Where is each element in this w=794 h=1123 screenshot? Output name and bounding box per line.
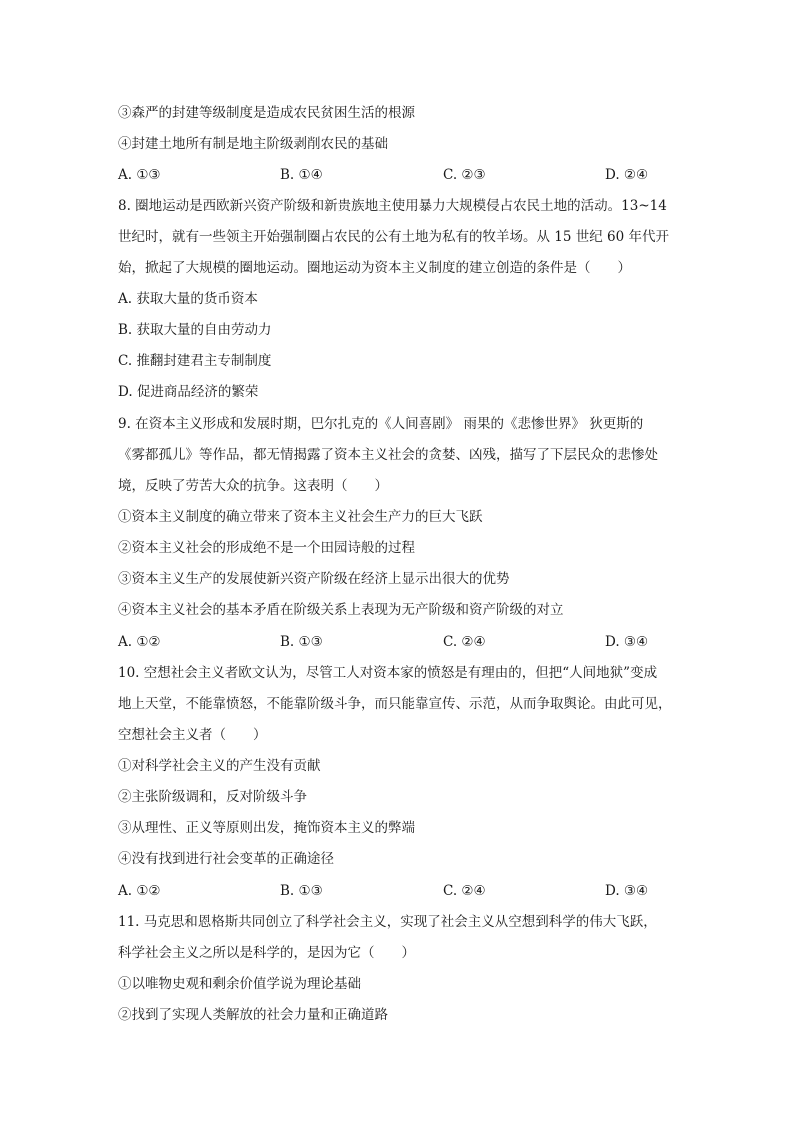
q10-stem-line: 10. 空想社会主义者欧文认为，尽管工人对资本家的愤怒是有理由的，但把“人间地狱”变成	[118, 665, 658, 681]
q8-stem-line: 世纪时，就有一些领主开始强制圈占农民的公有土地为私有的牧羊场。从 15 世纪 60 年代开	[118, 229, 670, 245]
q10-item-2: ②主张阶级调和，反对阶级斗争	[118, 789, 307, 805]
q9-item-1: ①资本主义制度的确立带来了资本主义社会生产力的巨大飞跃	[118, 509, 483, 525]
q10-item-3: ③从理性、正义等原则出发，掩饰资本主义的弊端	[118, 820, 415, 836]
q9-option-a[interactable]: A. ①②	[118, 634, 161, 650]
q9-option-d[interactable]: D. ③④	[605, 634, 649, 650]
q9-item-3: ③资本主义生产的发展使新兴资产阶级在经济上显示出很大的优势	[118, 571, 510, 587]
q8-option-b[interactable]: B. 获取大量的自由劳动力	[118, 322, 272, 338]
q8-stem-line: 始，掀起了大规模的圈地运动。圈地运动为资本主义制度的建立创造的条件是（ ）	[118, 260, 631, 276]
q9-option-c[interactable]: C. ②④	[443, 634, 486, 650]
q7-option-b[interactable]: B. ①④	[280, 167, 323, 183]
q10-stem-line: 地上天堂，不能靠愤怒，不能靠阶级斗争，而只能靠宣传、示范，从而争取舆论。由此可见，	[118, 696, 672, 712]
q9-item-4: ④资本主义社会的基本矛盾在阶级关系上表现为无产阶级和资产阶级的对立	[118, 602, 564, 618]
q7-option-a[interactable]: A. ①③	[118, 167, 161, 183]
q8-stem-line: 8. 圈地运动是西欧新兴资产阶级和新贵族地主使用暴力大规模侵占农民土地的活动。13~14	[118, 198, 667, 214]
q10-option-c[interactable]: C. ②④	[443, 883, 486, 899]
q9-stem-line: 境，反映了劳苦大众的抗争。这表明（ ）	[118, 478, 388, 494]
q11-item-2: ②找到了实现人类解放的社会力量和正确道路	[118, 1007, 388, 1023]
q7-item-4: ④封建土地所有制是地主阶级剥削农民的基础	[118, 136, 388, 152]
q9-item-2: ②资本主义社会的形成绝不是一个田园诗般的过程	[118, 540, 415, 556]
q9-options	[118, 632, 678, 652]
q7-item-3: ③森严的封建等级制度是造成农民贫困生活的根源	[118, 105, 415, 121]
q11-stem-line: 11. 马克思和恩格斯共同创立了科学社会主义，实现了社会主义从空想到科学的伟大飞跃，	[118, 914, 657, 930]
q10-option-d[interactable]: D. ③④	[605, 883, 649, 899]
q11-item-1: ①以唯物史观和剩余价值学说为理论基础	[118, 976, 361, 992]
q10-item-1: ①对科学社会主义的产生没有贡献	[118, 758, 321, 774]
q9-stem-line: 9. 在资本主义形成和发展时期，巴尔扎克的《人间喜剧》 雨果的《悲惨世界》 狄更斯的	[118, 416, 644, 432]
q8-option-c[interactable]: C. 推翻封建君主专制制度	[118, 353, 272, 369]
q10-option-a[interactable]: A. ①②	[118, 883, 161, 899]
q9-option-b[interactable]: B. ①③	[280, 634, 323, 650]
q11-stem-line: 科学社会主义之所以是科学的，是因为它（ ）	[118, 945, 415, 961]
q7-options	[118, 165, 678, 185]
q10-stem-line: 空想社会主义者（ ）	[118, 727, 267, 743]
q8-option-d[interactable]: D. 促进商品经济的繁荣	[118, 384, 259, 400]
q10-item-4: ④没有找到进行社会变革的正确途径	[118, 851, 334, 867]
q9-stem-line: 《雾都孤儿》等作品，都无情揭露了资本主义社会的贪婪、凶残，描写了下层民众的悲惨处	[118, 447, 658, 463]
q7-option-c[interactable]: C. ②③	[443, 167, 486, 183]
q10-option-b[interactable]: B. ①③	[280, 883, 323, 899]
q10-options	[118, 881, 678, 901]
q7-option-d[interactable]: D. ②④	[605, 167, 649, 183]
q8-option-a[interactable]: A. 获取大量的货币资本	[118, 291, 258, 307]
